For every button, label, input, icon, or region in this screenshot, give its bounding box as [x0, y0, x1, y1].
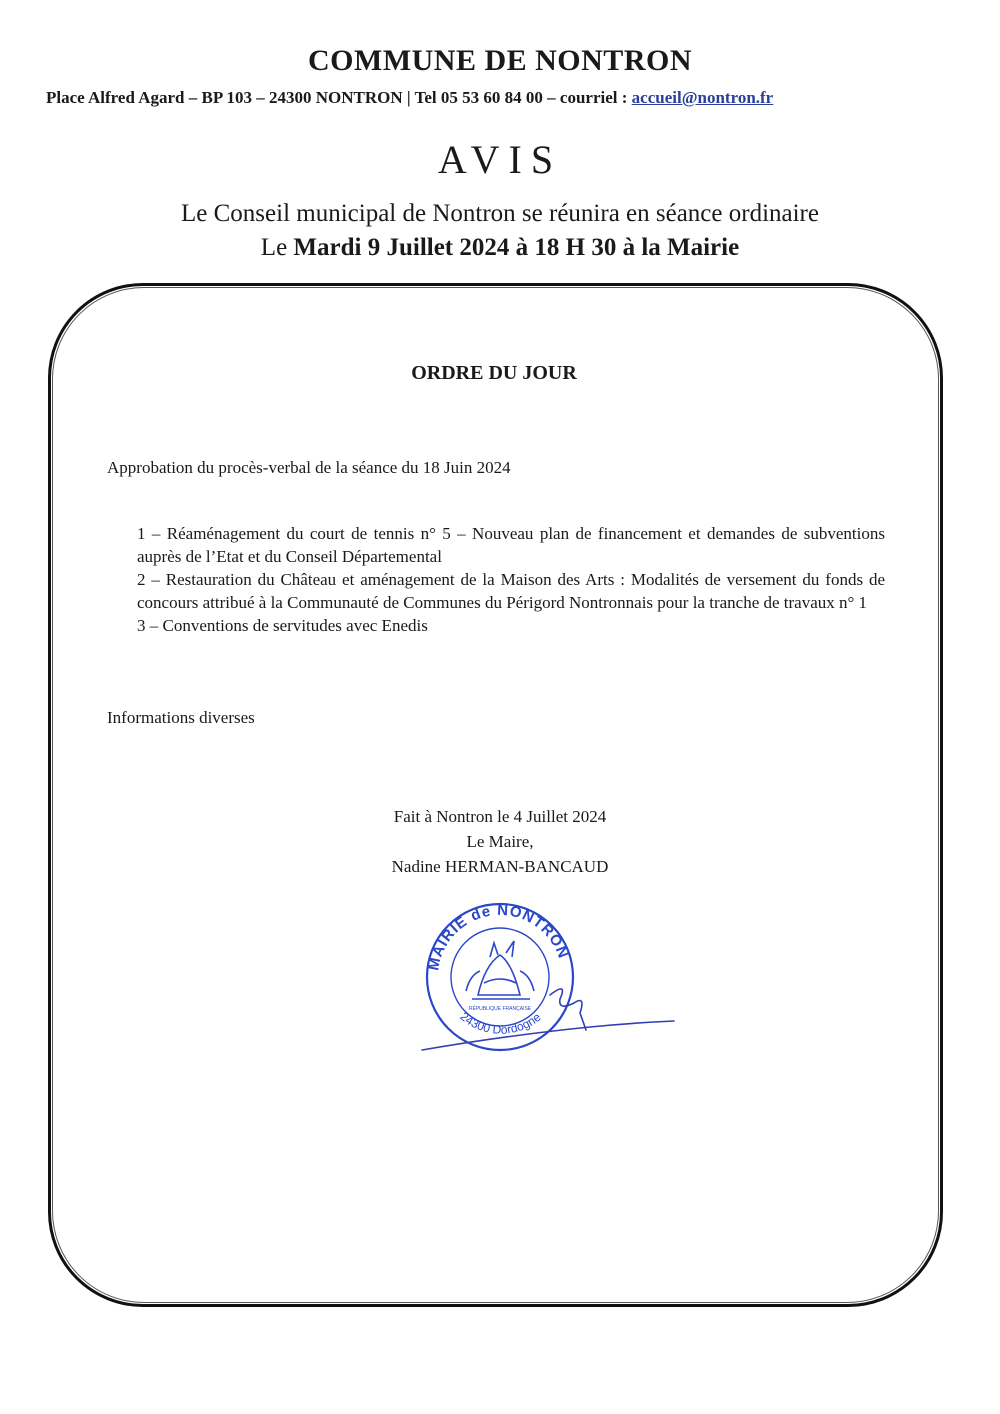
agenda-frame-inner — [52, 287, 939, 1303]
signature-place-date: Fait à Nontron le 4 Juillet 2024 — [393, 807, 607, 826]
official-stamp-with-signature — [410, 895, 690, 1070]
agenda-title: ORDRE DU JOUR — [411, 362, 577, 384]
meeting-date-line — [0, 234, 1000, 262]
svg-text:MAIRIE de NONTRON: MAIRIE de NONTRON — [425, 901, 572, 972]
address-text: Place Alfred Agard – BP 103 – 24300 NONTRON | Tel 05 53 60 84 00 – courriel : — [46, 88, 632, 107]
address-line — [46, 88, 966, 108]
agenda-misc: Informations diverses — [107, 708, 255, 727]
signature-name: Nadine HERMAN-BANCAUD — [391, 857, 609, 876]
meeting-date-prefix: Le — [260, 234, 294, 261]
agenda-approval: Approbation du procès-verbal de la séance du 18 Juin 2024 — [107, 458, 511, 477]
notice-heading: AVIS — [437, 137, 563, 182]
email-link[interactable]: accueil@nontron.fr — [631, 88, 774, 107]
agenda-item-1: 1 – Réaménagement du court de tennis n° 5 – Nouveau plan de financement et demandes de subventions auprès de l’Etat et du Conseil Départemental — [137, 524, 885, 566]
agenda-item-2: 2 – Restauration du Château et aménagement de la Maison des Arts : Modalités de versement du fonds de concours attribué à la Communauté de Communes du Périgord Nontronnais pour la tranche de travaux n° 1 — [137, 570, 885, 612]
svg-text:RÉPUBLIQUE FRANÇAISE: RÉPUBLIQUE FRANÇAISE — [468, 1006, 532, 1012]
commune-title: COMMUNE DE NONTRON — [308, 44, 692, 77]
notice-line-1: Le Conseil municipal de Nontron se réunira en séance ordinaire — [181, 200, 819, 227]
signature-role: Le Maire, — [466, 832, 534, 851]
signature-block — [340, 804, 660, 879]
agenda-items — [137, 522, 885, 637]
svg-text:24300 Dordogne: 24300 Dordogne — [457, 1009, 544, 1037]
meeting-date: Mardi 9 Juillet 2024 à 18 H 30 à la Mairie — [293, 234, 740, 261]
agenda-item-3: 3 – Conventions de servitudes avec Enedis — [137, 616, 428, 635]
